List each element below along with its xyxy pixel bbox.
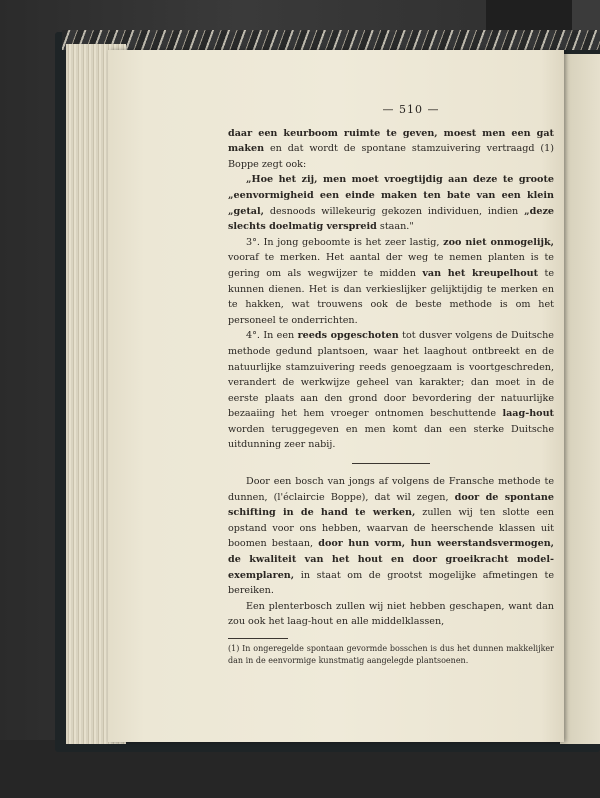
text-run: 3°. In jong geboomte is het zeer lastig,: [246, 236, 444, 248]
text-run: staan.": [376, 221, 414, 233]
paragraph-item-3: [228, 235, 554, 329]
paragraph-6: [228, 599, 554, 630]
page-number: — 510 —: [382, 103, 440, 116]
text-run: „deze slechts doelmatig verspreid: [228, 205, 554, 233]
text-run: te kunnen dienen. Het is dan verkieslijker gelijktijdig te merken en te hakken, wat trouwens ook de beste methode is om het personeel te onderrichten.: [228, 267, 554, 326]
text-run: reeds opgeschoten: [297, 330, 399, 342]
text-run: 4°. In een: [246, 330, 298, 342]
text-run: zullen wij ten slotte een opstand voor ons hebben, waarvan de heerschende klassen uit boomen bestaan,: [228, 507, 554, 550]
footnote: (1) In ongeregelde spontaan gevormde bosschen is dus het dunnen makkelijker dan in de eenvormige kunstmatig aangelegde plantsoenen.: [228, 644, 554, 665]
text-run: door hun vorm, hun weerstandsvermogen, de kwaliteit van het hout en door groeikracht model-exemplaren,: [228, 538, 555, 581]
text-run: Een plenterbosch zullen wij niet hebben geschapen, want dan zou ook het laag-hout en alle middelklassen,: [228, 600, 554, 628]
text-run: zoo niet onmogelijk,: [443, 236, 554, 248]
section-divider: [352, 463, 430, 464]
text-run: daar een keurboom ruimte te geven, moest men een gat maken: [228, 127, 554, 155]
paragraph-5: [228, 474, 554, 599]
marbled-edge: [62, 30, 600, 50]
text-run: Door een bosch van jongs af volgens de Fransche methode te dunnen, (l'éclaircie Boppe), dat wil zegen,: [228, 476, 554, 503]
text-run: tot dusver volgens de Duitsche methode gedund plantsoen, waar het laaghout ontbreekt en de natuurlijke stamzuivering reeds genoegzaam is voortgeschreden, verandert de werkwijze geheel van karakter; dan moet in de eerste plaats aan den grond door bevordering der natuurlijke bezaaiing het hem vroeger ontnomen beschuttende: [228, 330, 554, 420]
text-run: vooraf te merken. Het aantal der weg te nemen planten is te gering om als wegwijzer te midden: [228, 252, 554, 279]
text-run: door de spontane schifting in de hand te werken,: [228, 491, 554, 519]
text-run: laag-hout: [502, 408, 554, 420]
paragraph-1: [228, 126, 554, 173]
facing-page-edge: [560, 54, 600, 744]
quote-paragraph: [228, 172, 554, 234]
page-text: [228, 102, 554, 667]
text-run: en dat wordt de spontane stamzuivering vertraagd (1) Boppe zegt ook:: [228, 143, 554, 170]
text-run: „Hoe het zij, men moet vroegtijdig aan deze te groote „eenvormigheid een einde maken ten bate van een klein „getal,: [228, 174, 554, 217]
text-run: desnoods willekeurig gekozen individuen, indien: [263, 205, 525, 217]
text-run: worden teruggegeven en men komt dan een sterke Duitsche uitdunning zeer nabij.: [228, 423, 554, 451]
footnote-rule: [228, 638, 288, 639]
text-run: in staat om de grootst mogelijke afmetingen te bereiken.: [228, 569, 554, 597]
paragraph-item-4: [228, 328, 554, 453]
text-run: van het kreupelhout: [422, 267, 539, 279]
